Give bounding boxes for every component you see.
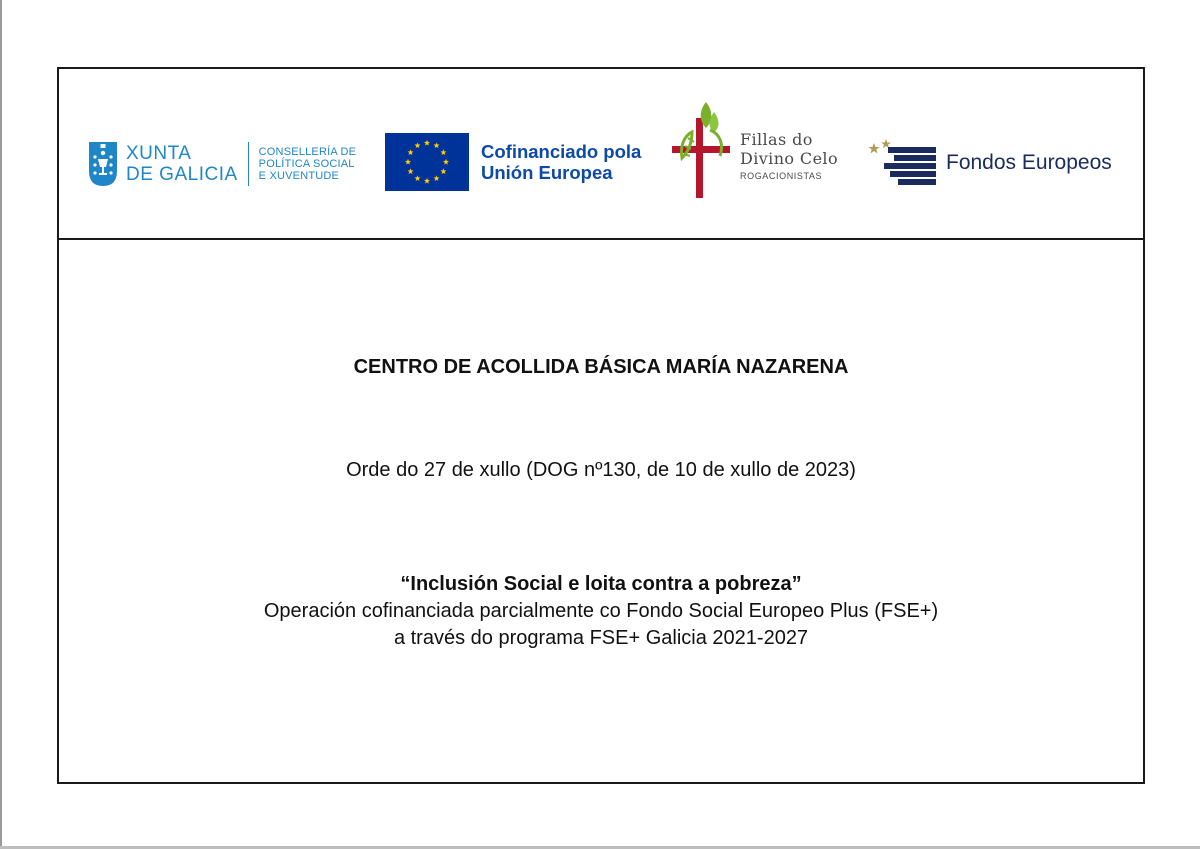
xunta-dept-line2: POLÍTICA SOCIAL bbox=[258, 158, 355, 170]
operation-block bbox=[59, 571, 1143, 652]
fondos-logo bbox=[868, 137, 1112, 189]
fillas-title-line2: Divino Celo bbox=[740, 148, 838, 168]
xunta-name-line2: DE GALICIA bbox=[126, 164, 238, 185]
cross-wheat-icon bbox=[670, 102, 734, 200]
order-reference: Orde do 27 de xullo (DOG nº130, de 10 de xullo de 2023) bbox=[346, 459, 856, 481]
fillas-logo bbox=[670, 102, 838, 200]
page-edge bbox=[0, 0, 2, 849]
fillas-subtitle: ROGACIONISTAS bbox=[740, 170, 823, 181]
fillas-title-line1: Fillas do bbox=[740, 129, 813, 149]
eu-text-line1: Cofinanciado pola bbox=[481, 141, 642, 162]
xunta-dept-line1: CONSELLERÍA DE bbox=[258, 146, 357, 158]
xunta-separator bbox=[248, 142, 249, 186]
header-divider bbox=[57, 238, 1145, 240]
eu-text-line2: Unión Europea bbox=[481, 162, 613, 183]
operation-description-line2: a través do programa FSE+ Galicia 2021-2027 bbox=[393, 627, 809, 649]
xunta-department bbox=[259, 146, 357, 182]
fillas-text bbox=[740, 130, 838, 181]
eu-text bbox=[481, 141, 641, 183]
operation-title: “Inclusión Social e loita contra a pobreza” bbox=[400, 573, 802, 595]
fondos-text: Fondos Europeos bbox=[946, 151, 1112, 174]
xunta-name-line1: XUNTA bbox=[126, 143, 192, 164]
eu-logo bbox=[385, 133, 641, 191]
fondos-flag-icon bbox=[868, 137, 938, 189]
eu-flag-icon bbox=[385, 133, 469, 191]
xunta-name bbox=[126, 143, 238, 185]
xunta-dept-line3: E XUVENTUDE bbox=[258, 170, 340, 182]
xunta-logo bbox=[88, 140, 356, 188]
xunta-shield-icon bbox=[88, 141, 118, 187]
operation-description-line1: Operación cofinanciada parcialmente co Fondo Social Europeo Plus (FSE+) bbox=[263, 600, 939, 622]
center-title: CENTRO DE ACOLLIDA BÁSICA MARÍA NAZARENA bbox=[353, 356, 849, 378]
